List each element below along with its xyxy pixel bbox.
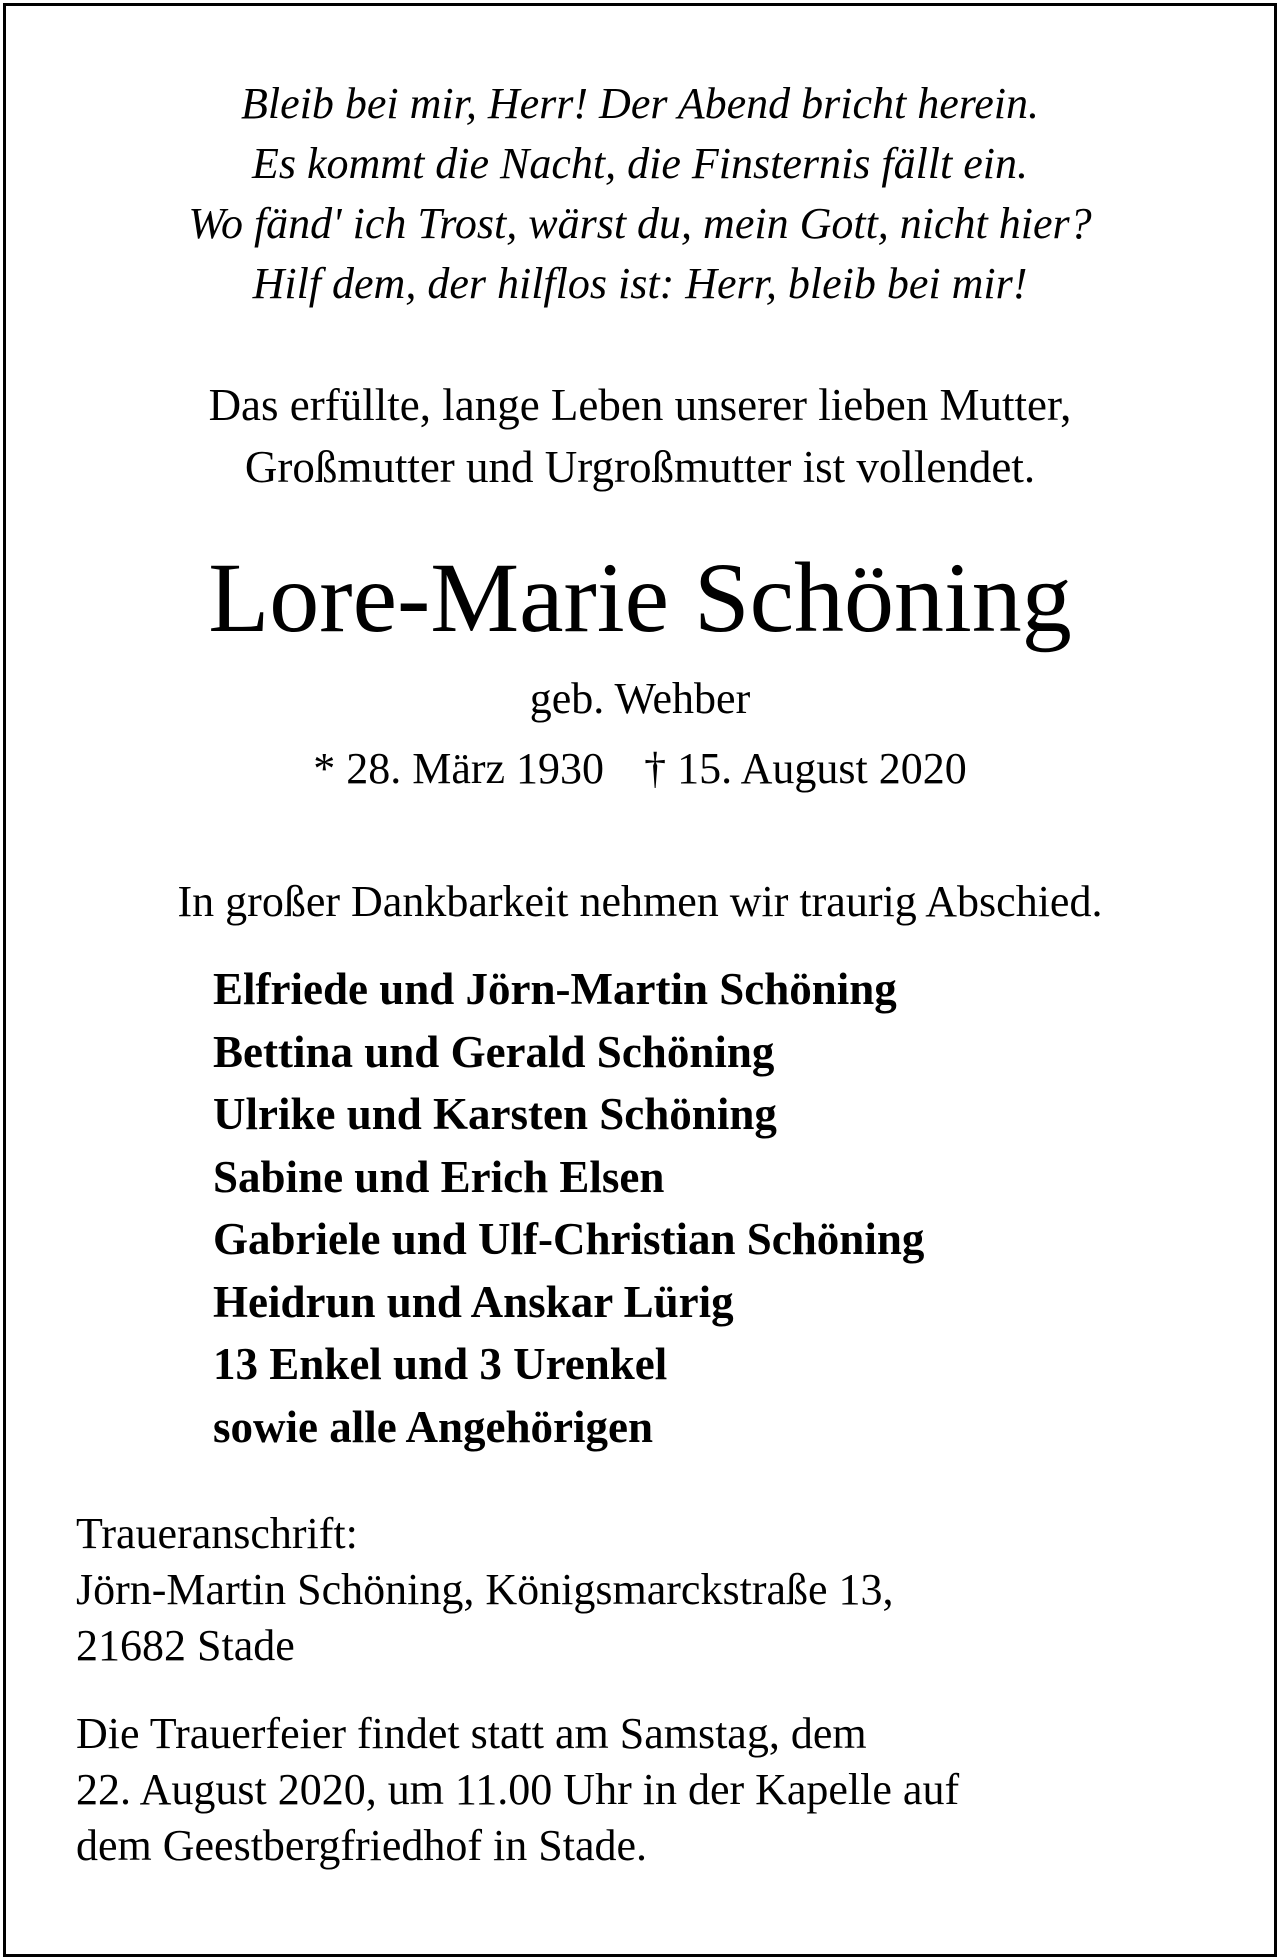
mourner-entry: Heidrun und Anskar Lürig bbox=[213, 1276, 734, 1327]
address-label: Traueranschrift: bbox=[76, 1509, 358, 1558]
deceased-name: Lore-Marie Schöning bbox=[208, 542, 1072, 653]
maiden-name: geb. Wehber bbox=[529, 674, 751, 723]
mourner-entry: 13 Enkel und 3 Urenkel bbox=[213, 1339, 668, 1389]
poem-verse bbox=[6, 74, 1274, 314]
obituary-notice bbox=[3, 3, 1277, 1957]
mourner-entry: Bettina und Gerald Schöning bbox=[213, 1026, 775, 1077]
ceremony-line: 22. August 2020, um 11.00 Uhr in der Kapelle auf bbox=[76, 1765, 960, 1814]
mourner-entry: sowie alle Angehörigen bbox=[213, 1401, 653, 1452]
life-dates bbox=[6, 741, 1274, 797]
death-date: † 15. August 2020 bbox=[644, 744, 967, 793]
mourner-entry: Ulrike und Karsten Schöning bbox=[213, 1089, 777, 1139]
farewell-text: In großer Dankbarkeit nehmen wir traurig Abschied. bbox=[177, 877, 1103, 926]
mourner-entry: Sabine und Erich Elsen bbox=[213, 1151, 665, 1202]
poem-line: Wo fänd' ich Trost, wärst du, mein Gott, nicht hier? bbox=[188, 199, 1092, 248]
funeral-service-info bbox=[76, 1706, 959, 1874]
mourner-entry: Elfriede und Jörn-Martin Schöning bbox=[213, 964, 897, 1014]
address-line: 21682 Stade bbox=[76, 1621, 295, 1670]
intro-line: Das erfüllte, lange Leben unserer lieben Mutter, bbox=[208, 380, 1072, 430]
birth-date: * 28. März 1930 bbox=[313, 744, 605, 793]
poem-line: Es kommt die Nacht, die Finsternis fällt ein. bbox=[251, 139, 1028, 188]
ceremony-line: Die Trauerfeier findet statt am Samstag, dem bbox=[76, 1709, 867, 1758]
ceremony-line: dem Geestbergfriedhof in Stade. bbox=[76, 1821, 648, 1870]
mourner-entry: Gabriele und Ulf-Christian Schöning bbox=[213, 1214, 925, 1264]
mourning-address bbox=[76, 1506, 894, 1674]
poem-line: Bleib bei mir, Herr! Der Abend bricht herein. bbox=[241, 79, 1039, 128]
poem-line: Hilf dem, der hilflos ist: Herr, bleib bei mir! bbox=[252, 259, 1028, 308]
intro-text bbox=[6, 374, 1274, 498]
intro-line: Großmutter und Urgroßmutter ist vollendet. bbox=[244, 442, 1036, 492]
mourners-list bbox=[213, 958, 924, 1458]
address-line: Jörn-Martin Schöning, Königsmarckstraße 13, bbox=[76, 1565, 894, 1614]
